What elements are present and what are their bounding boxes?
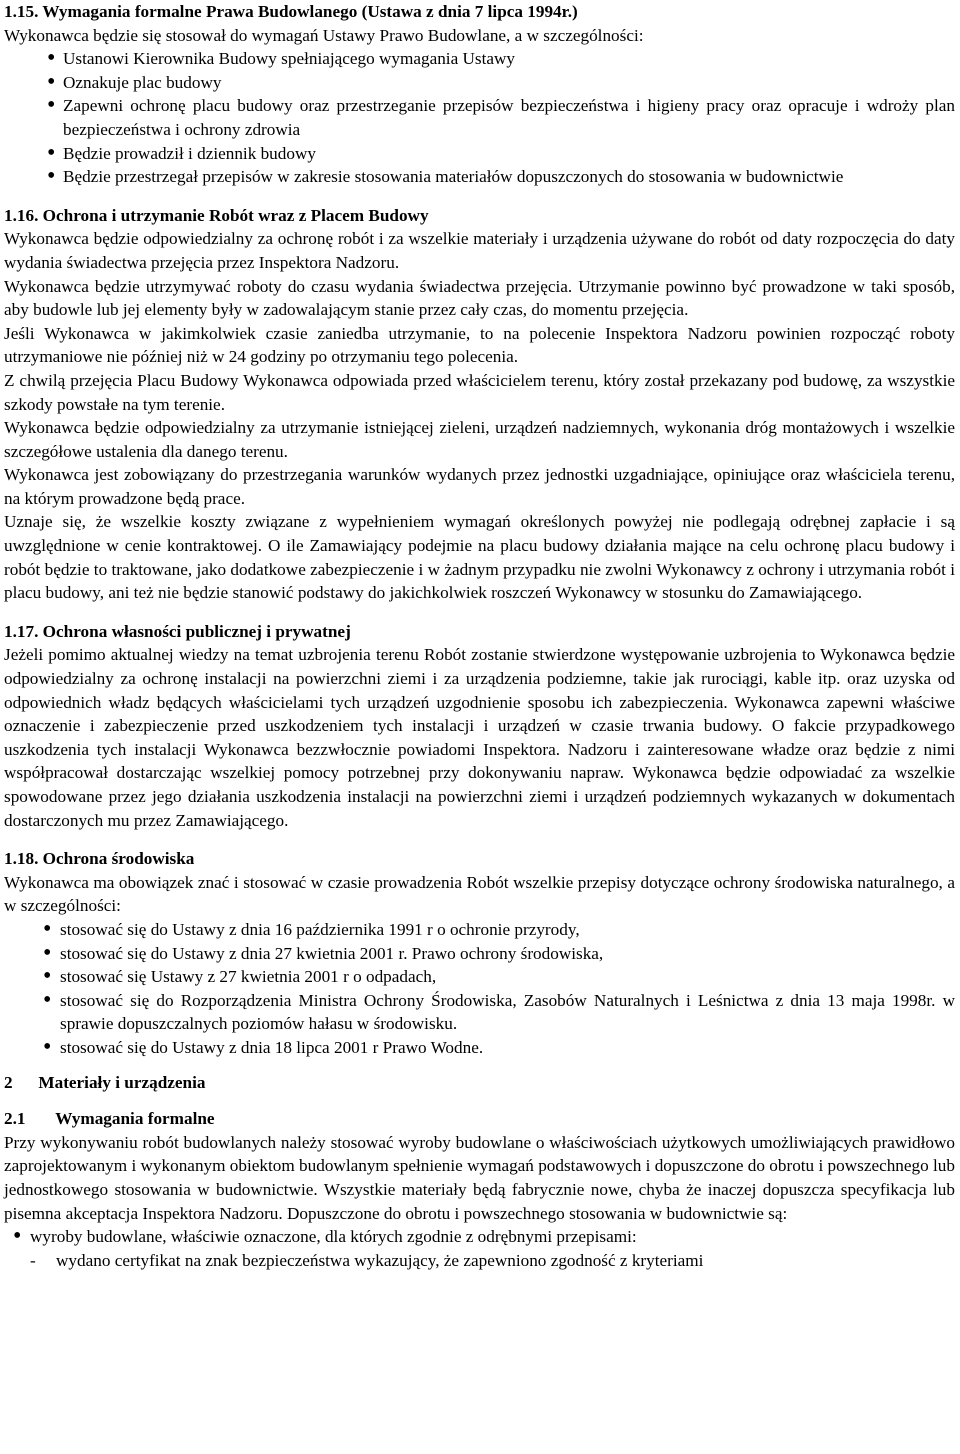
list-item: • Oznakuje plac budowy <box>4 71 955 95</box>
chapter-heading: 2 Materiały i urządzenia <box>4 1072 206 1092</box>
dash-list-item <box>4 1249 955 1273</box>
paragraph: Wykonawca będzie odpowiedzialny za utrzymanie istniejącej zieleni, urządzeń nadziemnych, wykonania dróg montażowych i wszelkie szczegółowe ustalenia dla danego terenu. <box>4 418 955 461</box>
section-heading: 1.17. Ochrona własności publicznej i prywatnej <box>4 621 351 641</box>
paragraph: Wykonawca będzie odpowiedzialny za ochronę robót i za wszelkie materiały i urządzenia używane do robót od daty rozpoczęcia do daty wydania świadectwa przejęcia przez Inspektora Nadzoru. <box>4 229 955 272</box>
list-item: • stosować się do Ustawy z dnia 27 kwietnia 2001 r. Prawo ochrony środowiska, <box>4 942 955 966</box>
section-1-15 <box>4 0 955 189</box>
list-item: • Będzie prowadził i dziennik budowy <box>4 142 955 166</box>
list-item: • Zapewni ochronę placu budowy oraz przestrzeganie przepisów bezpieczeństwa i higieny pracy oraz opracuje i wdroży plan bezpieczeństwa i ochrony zdrowia <box>4 94 955 141</box>
paragraph: Wykonawca ma obowiązek znać i stosować w czasie prowadzenia Robót wszelkie przepisy dotyczące ochrony środowiska naturalnego, a w szczególności: <box>4 872 955 916</box>
section-1-16 <box>4 204 955 605</box>
bullet-list <box>4 1225 955 1249</box>
document-page <box>4 0 955 1272</box>
bullet-list <box>4 918 955 1060</box>
paragraph: Z chwilą przejęcia Placu Budowy Wykonawca odpowiada przed właścicielem terenu, który został przekazany pod budowę, za wszystkie szkody powstałe na tym terenie. <box>4 370 955 414</box>
section-heading: 1.16. Ochrona i utrzymanie Robót wraz z Placem Budowy <box>4 205 429 225</box>
paragraph: Uznaje się, że wszelkie koszty związane z wypełnieniem wymagań określonych powyżej nie podlegają odrębnej zapłacie i są uwzględnione w cenie kontraktowej. O ile Zamawiający podejmie na placu budowy działania mające na celu ochronę placu budowy i robót będzie to traktowane, jako dodatkowe zabezpieczenie i w żadnym przypadku nie zwolni Wykonawcy z ochrony i utrzymania robót i placu budowy, ani też nie będzie stanowić podstawy do jakichkolwiek roszczeń Wykonawcy w stosunku do Zamawiającego. <box>4 512 955 603</box>
paragraph: Jeżeli pomimo aktualnej wiedzy na temat uzbrojenia terenu Robót zostanie stwierdzone występowanie uzbrojenia to Wykonawca będzie odpowiedzialny za ochronę instalacji na powierzchni ziemi i za urządzenia podziemne, takie jak rurociągi, kable itp. oraz uzyska od odpowiednich władz będących właścicielami tych urządzeń uzgodnienie sposobu ich zabezpieczenia. Wykonawca zapewni właściwe oznaczenie i zabezpieczenie przed uszkodzeniem tych instalacji i urządzeń w czasie trwania budowy. O fakcie przypadkowego uszkodzenia tych instalacji Wykonawca bezzwłocznie powiadomi Inspektora. Nadzoru i zainteresowane władze oraz będzie z nimi współpracował dostarczając wszelkiej pomocy potrzebnej przy dokonywaniu napraw. Wykonawca będzie odpowiadać za wszelkie spowodowane przez jego działania uszkodzenia instalacji na powierzchni ziemi i urządzeń podziemnych wykazanych w dokumentach dostarczonych mu przez Zamawiającego. <box>4 645 955 830</box>
paragraph: Jeśli Wykonawca w jakimkolwiek czasie zaniedba utrzymanie, to na polecenie Inspektora Nadzoru powinien rozpocząć roboty utrzymaniowe nie później niż w 24 godziny po otrzymaniu tego polecenia. <box>4 323 955 367</box>
dash-item-text: wydano certyfikat na znak bezpieczeństwa wykazujący, że zapewniono zgodność z kryteriami <box>56 1250 704 1270</box>
list-item: • Ustanowi Kierownika Budowy spełniającego wymagania Ustawy <box>4 47 955 71</box>
list-item: • Będzie przestrzegał przepisów w zakresie stosowania materiałów dopuszczonych do stosowania w budownictwie <box>4 165 955 189</box>
list-item: • stosować się do Rozporządzenia Ministra Ochrony Środowiska, Zasobów Naturalnych i Leśnictwa z dnia 13 maja 1998r. w sprawie dopuszczalnych poziomów hałasu w środowisku. <box>4 989 955 1036</box>
section-1-17 <box>4 620 955 832</box>
list-item: • stosować się Ustawy z 27 kwietnia 2001 r o odpadach, <box>4 965 955 989</box>
paragraph: Wykonawca jest zobowiązany do przestrzegania warunków wydanych przez jednostki uzgadniające, opiniujące oraz właściciela terenu, na którym prowadzone będą prace. <box>4 465 955 508</box>
section-heading: 2.1 Wymagania formalne <box>4 1109 215 1129</box>
dash-marker: - <box>30 1250 36 1270</box>
list-item: • stosować się do Ustawy z dnia 18 lipca 2001 r Prawo Wodne. <box>4 1036 955 1060</box>
section-heading: 1.18. Ochrona środowiska <box>4 849 195 869</box>
paragraph: Wykonawca będzie utrzymywać roboty do czasu wydania świadectwa przejęcia. Utrzymanie powinno być prowadzone w taki sposób, aby budowle lub jej elementy były w zadowalającym stanie przez cały czas, do momentu przejęcia. <box>4 276 955 320</box>
section-heading: 1.15. Wymagania formalne Prawa Budowlanego (Ustawa z dnia 7 lipca 1994r.) <box>4 2 578 21</box>
section-2-1 <box>4 1107 955 1272</box>
list-item: • stosować się do Ustawy z dnia 16 października 1991 r o ochronie przyrody, <box>4 918 955 942</box>
section-1-18 <box>4 847 955 1059</box>
paragraph: Przy wykonywaniu robót budowlanych należy stosować wyroby budowlane o właściwościach użytkowych umożliwiających prawidłowo zaprojektowanym i wykonanym obiektom budowlanym spełnienie wymagań podstawowych i dopuszczone do obrotu i powszechnego lub jednostkowego stosowania w budownictwie. Wszystkie materiały będą fabrycznie nowe, chyba że inaczej dopuszcza specyfikacja lub pisemna akceptacja Inspektora Nadzoru. Dopuszczone do obrotu i powszechnego stosowania w budownictwie są: <box>4 1132 955 1223</box>
section-2 <box>4 1071 955 1095</box>
bullet-list <box>4 47 955 189</box>
paragraph: Wykonawca będzie się stosował do wymagań Ustawy Prawo Budowlane, a w szczególności: <box>4 25 644 45</box>
list-item: • wyroby budowlane, właściwie oznaczone, dla których zgodnie z odrębnymi przepisami: <box>4 1225 955 1249</box>
